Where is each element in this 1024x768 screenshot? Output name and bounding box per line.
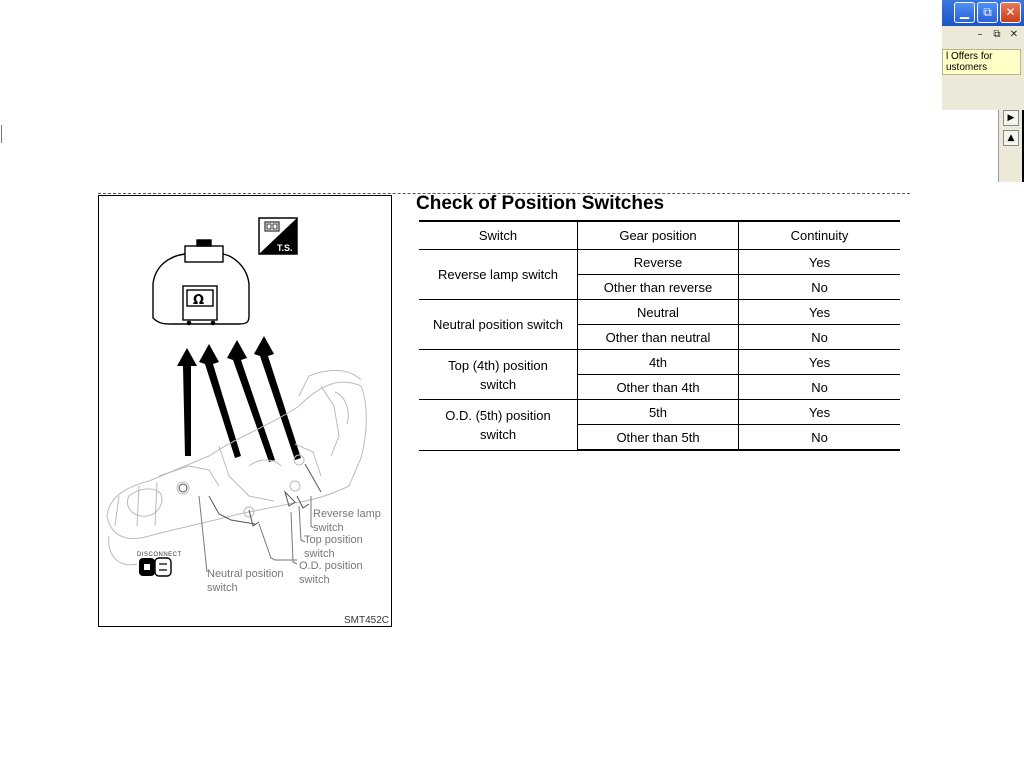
switch-cell: [419, 400, 578, 451]
scroll-right-button[interactable]: ▶: [1003, 110, 1019, 126]
callout-reverse-lamp-line1: Reverse lamp: [313, 508, 381, 520]
text-cursor: [1, 125, 2, 143]
switch-cell: Neutral position switch: [419, 300, 578, 350]
callout-top-position-line2: switch: [304, 548, 335, 560]
callout-neutral-position-line2: switch: [207, 582, 238, 594]
browser-window-edge: [942, 0, 1024, 182]
maximize-button[interactable]: ⧉: [977, 2, 998, 23]
table-row: [419, 250, 900, 275]
continuity-cell: Yes: [739, 400, 901, 425]
switch-cell: Reverse lamp switch: [419, 250, 578, 300]
page-title: Check of Position Switches: [416, 193, 665, 214]
transmission-figure: [98, 195, 392, 627]
gear-cell: Reverse: [578, 250, 739, 275]
menu-restore-button[interactable]: ⧉: [993, 29, 1001, 40]
gear-cell: 4th: [578, 350, 739, 375]
svg-text:Ω: Ω: [193, 293, 205, 308]
gear-cell: Other than 4th: [578, 375, 739, 400]
switch-cell-line2: switch: [479, 376, 517, 392]
table-row: [419, 350, 900, 375]
callout-od-position-line1: O.D. position: [299, 560, 363, 572]
continuity-cell: No: [739, 275, 901, 300]
callout-lines: [199, 496, 313, 572]
svg-text:T.S.: T.S.: [277, 243, 293, 253]
offers-banner-line1: l Offers for: [946, 51, 993, 62]
gear-cell: 5th: [578, 400, 739, 425]
disconnect-label: DISCONNECT: [137, 552, 182, 558]
header-gear-position: Gear position: [578, 221, 739, 250]
scroll-up-button[interactable]: ▲: [1003, 130, 1019, 146]
table-header-row: [419, 221, 900, 250]
offers-banner[interactable]: [942, 49, 1021, 75]
gear-cell: Other than neutral: [578, 325, 739, 350]
ts-badge-icon: [259, 218, 297, 254]
continuity-cell: Yes: [739, 350, 901, 375]
callout-reverse-lamp-line2: switch: [313, 522, 344, 534]
callout-od-position-line2: switch: [299, 574, 330, 586]
minimize-button[interactable]: ▁: [954, 2, 975, 23]
offers-banner-line2: ustomers: [946, 62, 988, 73]
document-page: [98, 193, 912, 630]
continuity-cell: Yes: [739, 250, 901, 275]
continuity-cell: No: [739, 375, 901, 400]
figure-id: SMT452C: [344, 615, 390, 626]
switch-cell: [419, 350, 578, 400]
continuity-cell: No: [739, 425, 901, 451]
continuity-cell: No: [739, 325, 901, 350]
table-row: [419, 400, 900, 425]
ohmmeter-icon: [153, 240, 249, 325]
header-switch: Switch: [419, 221, 578, 250]
continuity-cell: Yes: [739, 300, 901, 325]
connection-arrows-icon: [177, 336, 301, 462]
menu-minimize-button[interactable]: –: [977, 29, 983, 40]
callout-top-position-line1: Top position: [304, 534, 363, 546]
menu-bar: [942, 26, 1024, 46]
scrollbar[interactable]: [998, 110, 1024, 182]
switch-cell-line1: Top (4th) position: [448, 357, 548, 373]
gear-cell: Other than reverse: [578, 275, 739, 300]
scroll-area: [942, 110, 1024, 182]
gear-cell: Other than 5th: [578, 425, 739, 451]
title-bar: [942, 0, 1024, 26]
gear-cell: Neutral: [578, 300, 739, 325]
header-continuity: Continuity: [739, 221, 901, 250]
switch-cell-line2: switch: [479, 426, 517, 442]
position-switch-table: [419, 220, 900, 451]
menu-close-button[interactable]: ✕: [1009, 29, 1019, 40]
switch-cell-line1: O.D. (5th) position: [445, 407, 551, 423]
side-panel: [942, 46, 1024, 110]
callout-neutral-position-line1: Neutral position: [207, 568, 284, 580]
close-button[interactable]: ✕: [1000, 2, 1021, 23]
table-row: [419, 300, 900, 325]
